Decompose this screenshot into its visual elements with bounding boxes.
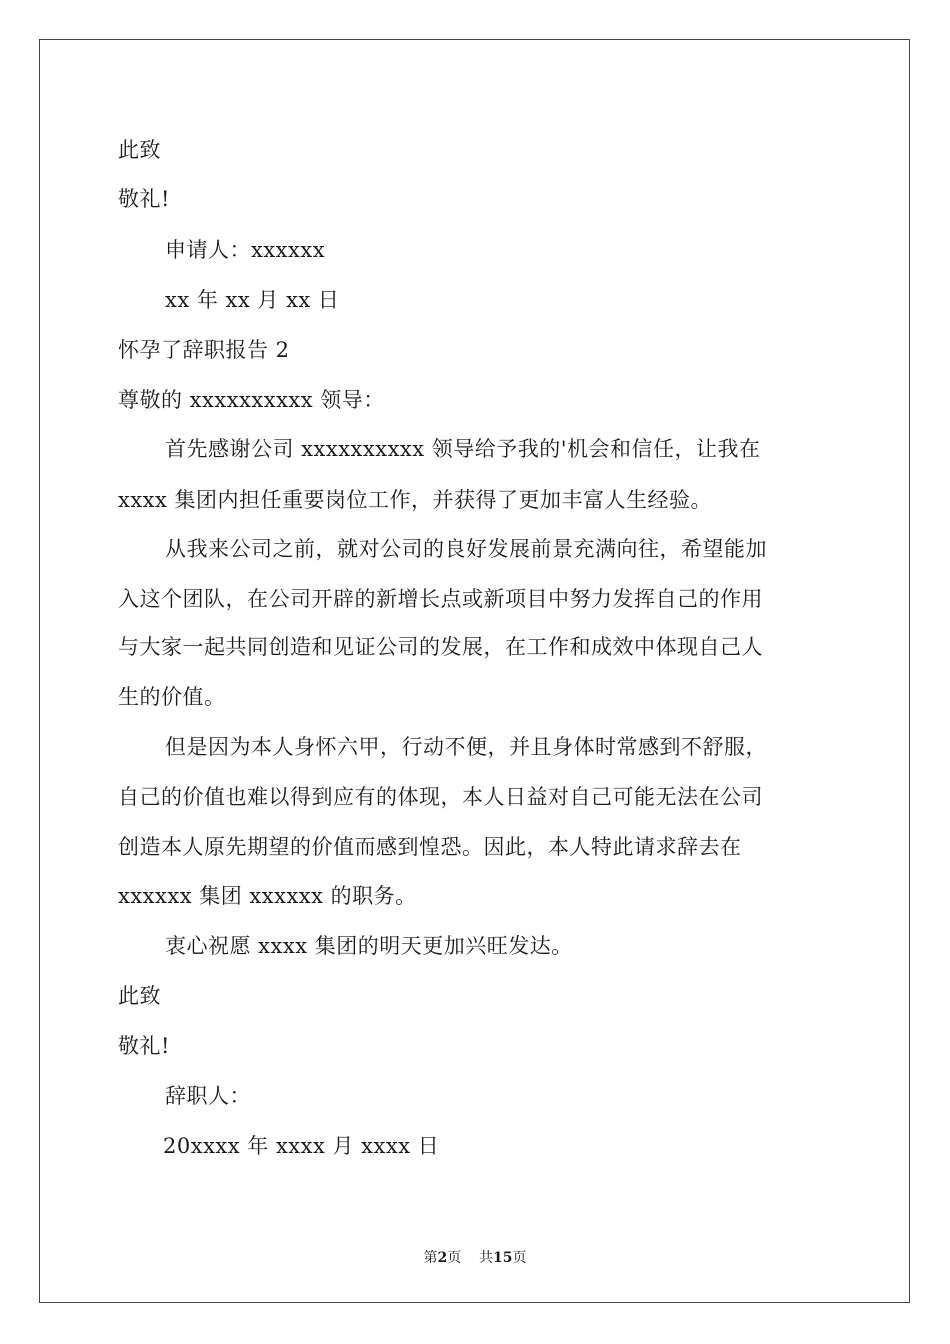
page-number: 2 [437, 1250, 448, 1266]
page-border [39, 39, 910, 1303]
body-line: xxxx 集团内担任重要岗位工作，并获得了更加丰富人生经验。 [118, 488, 713, 512]
resigner-line: 辞职人： [165, 1084, 251, 1108]
body-line: 首先感谢公司 xxxxxxxxxx 领导给予我的'机会和信任，让我在 [165, 437, 761, 461]
body-line: 但是因为本人身怀六甲，行动不便，并且身体时常感到不舒服， [165, 735, 767, 759]
applicant-line: 申请人：xxxxxx [165, 238, 326, 262]
closing-jingli-2: 敬礼! [118, 1034, 170, 1058]
body-line: xxxxxx 集团 xxxxxx 的职务。 [118, 884, 417, 908]
date-line: xx 年 xx 月 xx 日 [165, 288, 340, 312]
salutation: 尊敬的 xxxxxxxxxx 领导： [118, 388, 385, 412]
body-line: 生的价值。 [118, 685, 226, 709]
body-line: 入这个团队，在公司开辟的新增长点或新项目中努力发挥自己的作用 [118, 587, 763, 611]
body-line: 与大家一起共同创造和见证公司的发展，在工作和成效中体现自己人 [118, 635, 763, 659]
total-prefix: 共 [479, 1250, 494, 1266]
total-pages: 15 [493, 1250, 513, 1266]
body-line: 自己的价值也难以得到应有的体现，本人日益对自己可能无法在公司 [118, 785, 763, 809]
total-suffix: 页 [512, 1250, 527, 1266]
closing-cizhi: 此致 [118, 138, 161, 162]
body-line: 衷心祝愿 xxxx 集团的明天更加兴旺发达。 [165, 934, 573, 958]
section-title: 怀孕了辞职报告 2 [118, 338, 290, 362]
closing-jingli: 敬礼! [118, 187, 170, 211]
page-suffix: 页 [447, 1250, 462, 1266]
page-footer [0, 1247, 950, 1267]
page-prefix: 第 [423, 1250, 438, 1266]
body-line: 创造本人原先期望的价值而感到惶恐。因此，本人特此请求辞去在 [118, 835, 742, 859]
closing-cizhi-2: 此致 [118, 984, 161, 1008]
body-line: 从我来公司之前，就对公司的良好发展前景充满向往，希望能加 [165, 537, 767, 561]
date-line-2: 20xxxx 年 xxxx 月 xxxx 日 [163, 1134, 440, 1158]
